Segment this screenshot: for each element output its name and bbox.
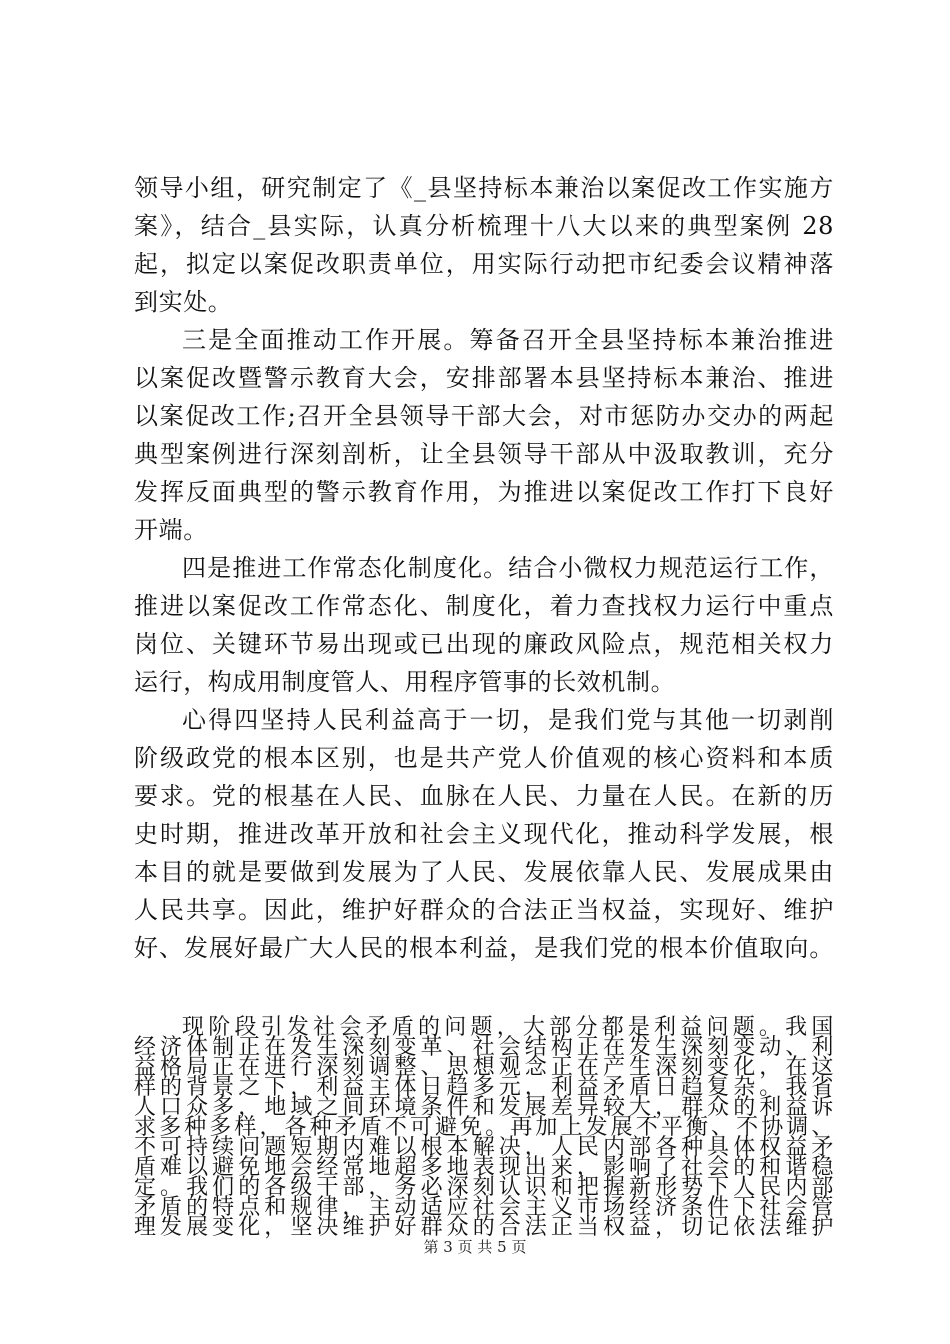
paragraph-start-line: 心得四坚持人民利益高于一切，是我们党与其他一切剥削 [182, 706, 834, 734]
text-line: 样的背景之下，利益主体日趋多元，利益矛盾日趋复杂。我省 [134, 1075, 834, 1100]
text-line: 推进以案促改工作常态化、制度化，着力查找权力运行中重点 [134, 592, 834, 620]
text-line: 史时期，推进改革开放和社会主义现代化，推动科学发展，根 [134, 820, 834, 848]
text-line: 发挥反面典型的警示教育作用，为推进以案促改工作打下良好 [134, 478, 834, 506]
text-line: 要求。党的根基在人民、血脉在人民、力量在人民。在新的历 [134, 782, 834, 810]
text-line: 到实处。 [134, 288, 233, 316]
text-line: 不可持续问题短期内难以根本解决，人民内部各种具体权益矛 [134, 1135, 834, 1160]
text-line: 领导小组，研究制定了《_县坚持标本兼治以案促改工作实施方 [134, 174, 834, 202]
paragraph-start-line: 现阶段引发社会矛盾的问题，大部分都是利益问题。我国 [182, 1015, 834, 1040]
text-line: 典型案例进行深刻剖析，让全县领导干部从中汲取教训，充分 [134, 440, 834, 468]
text-line: 以案促改暨警示教育大会，安排部署本县坚持标本兼治、推进 [134, 364, 834, 392]
paragraph-start-line: 四是推进工作常态化制度化。结合小微权力规范运行工作， [182, 554, 834, 582]
text-line: 开端。 [134, 516, 208, 544]
text-line: 运行，构成用制度管人、用程序管事的长效机制。 [134, 668, 676, 696]
text-line: 好、发展好最广大人民的根本利益，是我们党的根本价值取向。 [134, 934, 834, 962]
text-line: 盾难以避免地会经常地超多地表现出来，影响了社会的和谐稳 [134, 1155, 834, 1180]
text-line: 经济体制正在发生深刻变革、社会结构正在发生深刻变动、利 [134, 1035, 834, 1060]
text-line: 案》，结合_县实际，认真分析梳理十八大以来的典型案例 28 [134, 212, 834, 240]
text-line: 岗位、关键环节易出现或已出现的廉政风险点，规范相关权力 [134, 630, 834, 658]
text-line: 本目的就是要做到发展为了人民、发展依靠人民、发展成果由 [134, 858, 834, 886]
text-line: 人口众多，地域之间环境条件和发展差异较大，群众的利益诉 [134, 1095, 834, 1120]
paragraph-start-line: 三是全面推动工作开展。筹备召开全县坚持标本兼治推进 [182, 326, 834, 354]
text-line: 矛盾的特点和规律，主动适应社会主义市场经济条件下社会管 [134, 1195, 834, 1220]
text-line: 阶级政党的根本区别，也是共产党人价值观的核心资料和本质 [134, 744, 834, 772]
text-line: 理发展变化，坚决维护好群众的合法正当权益，切记依法维护 [134, 1215, 834, 1240]
text-line: 益格局正在进行深刻调整、思想观念正在产生深刻变化，在这 [134, 1055, 834, 1080]
text-line: 起，拟定以案促改职责单位，用实际行动把市纪委会议精神落 [134, 250, 834, 278]
text-line: 求多种多样，各种矛盾不可避免。再加上发展不平衡、不协调、 [134, 1115, 834, 1140]
page-footer: 第 3 页 共 5 页 [423, 1238, 527, 1256]
text-line: 定。我们的各级干部，务必深刻认识和把握新形势下人民内部 [134, 1175, 834, 1200]
text-line: 人民共享。因此，维护好群众的合法正当权益，实现好、维护 [134, 896, 834, 924]
text-line: 以案促改工作;召开全县领导干部大会，对市惩防办交办的两起 [134, 402, 834, 430]
